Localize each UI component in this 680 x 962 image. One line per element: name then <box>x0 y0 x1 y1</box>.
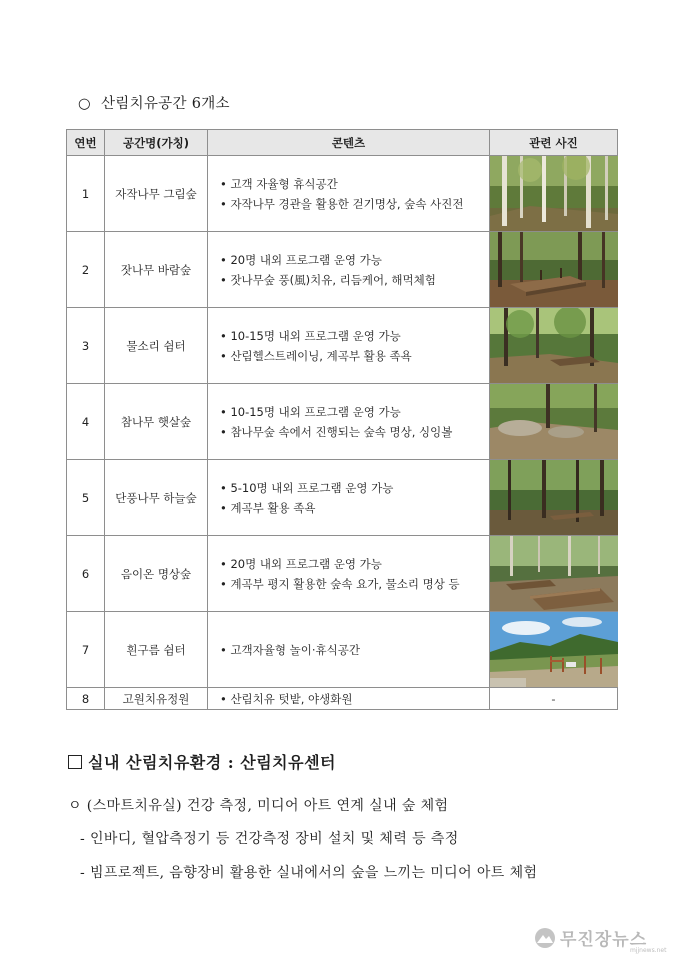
watermark-url: mjjnews.net <box>630 947 667 954</box>
content-line: • 계곡부 활용 족욕 <box>220 500 316 515</box>
content-line: • 10-15명 내외 프로그램 운영 가능 <box>220 328 401 343</box>
row-contents <box>208 232 490 308</box>
oak-forest-photo <box>490 384 618 460</box>
row-name: 단풍나무 하늘숲 <box>105 460 208 536</box>
table-row <box>67 688 618 710</box>
header-contents: 콘텐츠 <box>208 130 490 156</box>
header-num: 연번 <box>67 130 105 156</box>
health-measurement-line: - 인바디, 혈압측정기 등 건강측정 장비 설치 및 체력 등 측정 <box>80 831 459 847</box>
stream-rest-area-photo <box>490 308 618 384</box>
mountain-logo-icon <box>534 927 556 949</box>
content-line: • 계곡부 평지 활용한 숲속 요가, 물소리 명상 등 <box>220 576 460 591</box>
watermark <box>534 925 667 954</box>
table-row <box>67 612 618 688</box>
row-num: 4 <box>67 384 105 460</box>
table-header-row <box>67 130 618 156</box>
row-contents <box>208 688 490 710</box>
content-line: • 5-10명 내외 프로그램 운영 가능 <box>220 480 394 495</box>
section-heading <box>78 92 230 113</box>
row-num: 5 <box>67 460 105 536</box>
row-num: 8 <box>67 688 105 710</box>
content-line: • 고객 자율형 휴식공간 <box>220 176 338 191</box>
row-num: 7 <box>67 612 105 688</box>
media-art-line: - 빔프로젝트, 음향장비 활용한 실내에서의 숲을 느끼는 미디어 아트 체험 <box>80 865 538 881</box>
checkbox-icon <box>68 755 82 769</box>
cloud-rest-area-photo <box>490 612 618 688</box>
indoor-heading-text: 실내 산림치유환경 : 산림치유센터 <box>88 753 337 772</box>
content-line: • 20명 내외 프로그램 운영 가능 <box>220 556 382 571</box>
content-line: • 자작나무 경관을 활용한 걷기명상, 숲속 사진전 <box>220 196 464 211</box>
row-name: 고원치유정원 <box>105 688 208 710</box>
row-num: 1 <box>67 156 105 232</box>
row-contents <box>208 308 490 384</box>
pine-forest-deck-photo <box>490 232 618 308</box>
birch-forest-photo <box>490 156 618 232</box>
no-photo-dash: - <box>551 691 556 706</box>
heading-bullet: ○ <box>78 96 91 112</box>
maple-forest-photo <box>490 460 618 536</box>
facility-table <box>66 129 618 710</box>
table-row <box>67 460 618 536</box>
header-name: 공간명(가칭) <box>105 130 208 156</box>
row-num: 6 <box>67 536 105 612</box>
watermark-text: 무진장뉴스 <box>560 930 648 950</box>
table-row <box>67 536 618 612</box>
row-name: 잣나무 바람숲 <box>105 232 208 308</box>
smart-healing-room-line: ㅇ (스마트치유실) 건강 측정, 미디어 아트 연계 실내 숲 체험 <box>68 798 449 814</box>
row-num: 2 <box>67 232 105 308</box>
row-name: 음이온 명상숲 <box>105 536 208 612</box>
photo-placeholder <box>490 688 618 710</box>
content-line: • 고객자율형 놀이·휴식공간 <box>220 642 360 657</box>
content-line: • 산림치유 텃밭, 야생화원 <box>220 691 353 706</box>
row-name: 자작나무 그림숲 <box>105 156 208 232</box>
header-photo: 관련 사진 <box>490 130 618 156</box>
content-line: • 참나무숲 속에서 진행되는 숲속 명상, 싱잉볼 <box>220 424 453 439</box>
row-contents <box>208 384 490 460</box>
table-row <box>67 156 618 232</box>
meditation-forest-deck-photo <box>490 536 618 612</box>
content-line: • 20명 내외 프로그램 운영 가능 <box>220 252 382 267</box>
row-contents <box>208 612 490 688</box>
row-name: 흰구름 쉼터 <box>105 612 208 688</box>
row-contents <box>208 460 490 536</box>
table-row <box>67 384 618 460</box>
row-name: 참나무 햇살숲 <box>105 384 208 460</box>
row-num: 3 <box>67 308 105 384</box>
row-contents <box>208 156 490 232</box>
row-contents <box>208 536 490 612</box>
table-row <box>67 308 618 384</box>
content-line: • 10-15명 내외 프로그램 운영 가능 <box>220 404 401 419</box>
heading-text: 산림치유공간 6개소 <box>100 96 230 112</box>
table-row <box>67 232 618 308</box>
content-line: • 산림헬스트레이닝, 계곡부 활용 족욕 <box>220 348 412 363</box>
row-name: 물소리 쉼터 <box>105 308 208 384</box>
indoor-heading <box>68 750 336 773</box>
content-line: • 잣나무숲 풍(風)치유, 리듬케어, 해먹체험 <box>220 272 436 287</box>
